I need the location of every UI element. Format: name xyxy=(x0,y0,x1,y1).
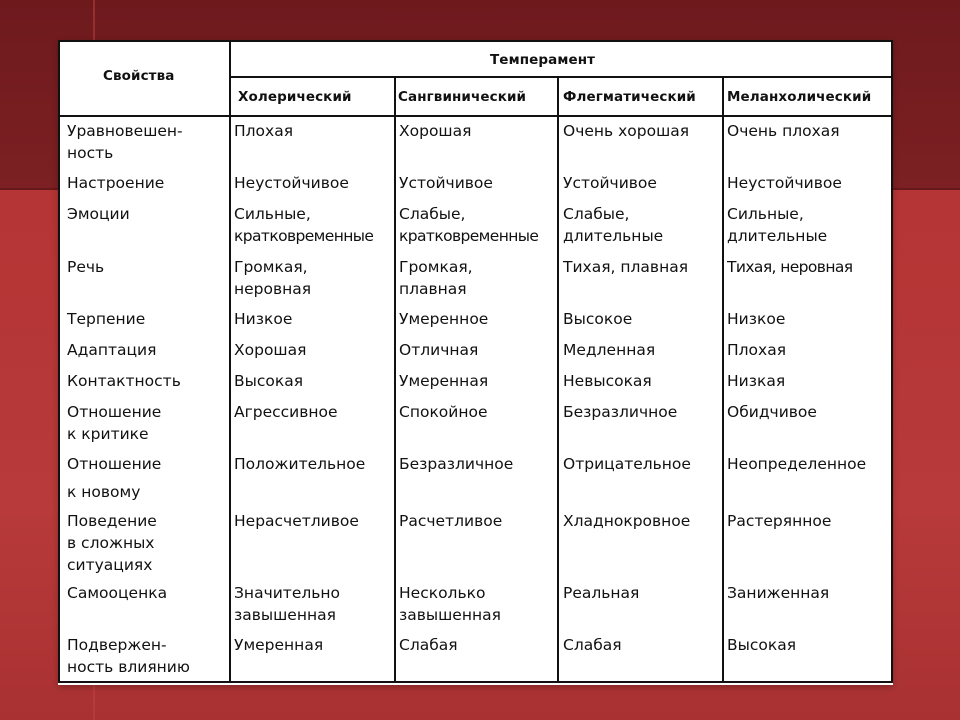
cell-phlegmatic: Хладнокровное xyxy=(563,512,691,530)
row-property-label: Отношение xyxy=(67,455,162,473)
header-choleric: Холерический xyxy=(238,89,352,105)
cell-melancholic: Неустойчивое xyxy=(727,174,842,192)
table-bottom-border xyxy=(58,681,893,683)
row-property-label: Терпение xyxy=(67,310,146,328)
cell-choleric: Нерасчетливое xyxy=(234,512,359,530)
cell-choleric: завышенная xyxy=(234,606,336,624)
cell-melancholic: Очень плохая xyxy=(727,122,840,140)
table-right-border xyxy=(891,40,893,683)
header-phlegmatic: Флегматический xyxy=(563,89,696,105)
header-sanguine: Сангвинический xyxy=(398,89,527,105)
cell-phlegmatic: Очень хорошая xyxy=(563,122,690,140)
row-property-label: Уравновешен- xyxy=(67,122,183,140)
header-group-divider xyxy=(229,76,893,78)
row-property-label: Эмоции xyxy=(67,205,130,223)
cell-melancholic: Заниженная xyxy=(727,584,830,602)
row-property-label: Подвержен- xyxy=(67,636,167,654)
cell-sanguine: Громкая, xyxy=(399,258,473,276)
cell-sanguine: Слабые, xyxy=(399,205,466,223)
temperament-table-document xyxy=(58,40,893,685)
cell-sanguine: Отличная xyxy=(399,341,479,359)
table-top-border xyxy=(58,40,893,42)
cell-phlegmatic: Отрицательное xyxy=(563,455,691,473)
cell-phlegmatic: Слабая xyxy=(563,636,622,654)
cell-phlegmatic: Реальная xyxy=(563,584,640,602)
cell-melancholic: Низкое xyxy=(727,310,786,328)
column-divider-phlegmatic xyxy=(557,76,559,683)
cell-choleric: Высокая xyxy=(234,372,304,390)
row-property-label: ситуациях xyxy=(67,556,153,574)
column-divider-properties xyxy=(229,40,231,683)
cell-choleric: Низкое xyxy=(234,310,293,328)
cell-phlegmatic: Устойчивое xyxy=(563,174,657,192)
cell-sanguine: завышенная xyxy=(399,606,501,624)
cell-sanguine: Устойчивое xyxy=(399,174,493,192)
cell-sanguine: Умеренная xyxy=(399,372,489,390)
cell-melancholic: Низкая xyxy=(727,372,786,390)
cell-sanguine: Слабая xyxy=(399,636,458,654)
column-divider-melancholic xyxy=(722,76,724,683)
cell-melancholic: длительные xyxy=(727,227,828,245)
row-property-label: к критике xyxy=(67,425,149,443)
cell-choleric: Агрессивное xyxy=(234,403,338,421)
row-property-label: ность xyxy=(67,144,114,162)
cell-choleric: Умеренная xyxy=(234,636,324,654)
cell-choleric: Хорошая xyxy=(234,341,307,359)
table-left-border xyxy=(58,40,60,683)
cell-melancholic: Высокая xyxy=(727,636,797,654)
cell-choleric: неровная xyxy=(234,280,312,298)
cell-phlegmatic: Безразличное xyxy=(563,403,678,421)
row-property-label: Самооценка xyxy=(67,584,168,602)
header-melancholic: Меланхолический xyxy=(727,89,872,105)
row-property-label: Отношение xyxy=(67,403,162,421)
cell-phlegmatic: Слабые, xyxy=(563,205,630,223)
cell-choleric: Значительно xyxy=(234,584,341,602)
row-property-label: Поведение xyxy=(67,512,157,530)
row-property-label: Настроение xyxy=(67,174,165,192)
cell-phlegmatic: Медленная xyxy=(563,341,656,359)
cell-choleric: Неустойчивое xyxy=(234,174,349,192)
cell-melancholic: Сильные, xyxy=(727,205,804,223)
cell-sanguine: кратковременные xyxy=(399,227,539,245)
header-properties: Свойства xyxy=(103,68,175,84)
cell-choleric: Сильные, xyxy=(234,205,311,223)
cell-sanguine: Умеренное xyxy=(399,310,489,328)
header-temperament: Темперамент xyxy=(490,52,596,68)
column-divider-sanguine xyxy=(394,76,396,683)
cell-choleric: кратковременные xyxy=(234,227,374,245)
cell-phlegmatic: Высокое xyxy=(563,310,633,328)
cell-melancholic: Неопределенное xyxy=(727,455,867,473)
cell-phlegmatic: Тихая, плавная xyxy=(563,258,689,276)
row-property-label: Адаптация xyxy=(67,341,157,359)
cell-choleric: Положительное xyxy=(234,455,366,473)
cell-choleric: Плохая xyxy=(234,122,294,140)
row-property-label: Контактность xyxy=(67,372,181,390)
row-property-label: к новому xyxy=(67,483,141,501)
cell-sanguine: Несколько xyxy=(399,584,486,602)
cell-melancholic: Растерянное xyxy=(727,512,832,530)
cell-sanguine: плавная xyxy=(399,280,467,298)
cell-choleric: Громкая, xyxy=(234,258,308,276)
cell-sanguine: Хорошая xyxy=(399,122,472,140)
row-property-label: Речь xyxy=(67,258,105,276)
cell-sanguine: Безразличное xyxy=(399,455,514,473)
row-property-label: ность влиянию xyxy=(67,658,190,676)
cell-sanguine: Расчетливое xyxy=(399,512,503,530)
cell-melancholic: Тихая, неровная xyxy=(727,258,853,276)
header-bottom-border xyxy=(58,115,893,117)
cell-phlegmatic: Невысокая xyxy=(563,372,652,390)
cell-phlegmatic: длительные xyxy=(563,227,664,245)
cell-melancholic: Обидчивое xyxy=(727,403,817,421)
row-property-label: в сложных xyxy=(67,534,155,552)
cell-melancholic: Плохая xyxy=(727,341,787,359)
cell-sanguine: Спокойное xyxy=(399,403,488,421)
